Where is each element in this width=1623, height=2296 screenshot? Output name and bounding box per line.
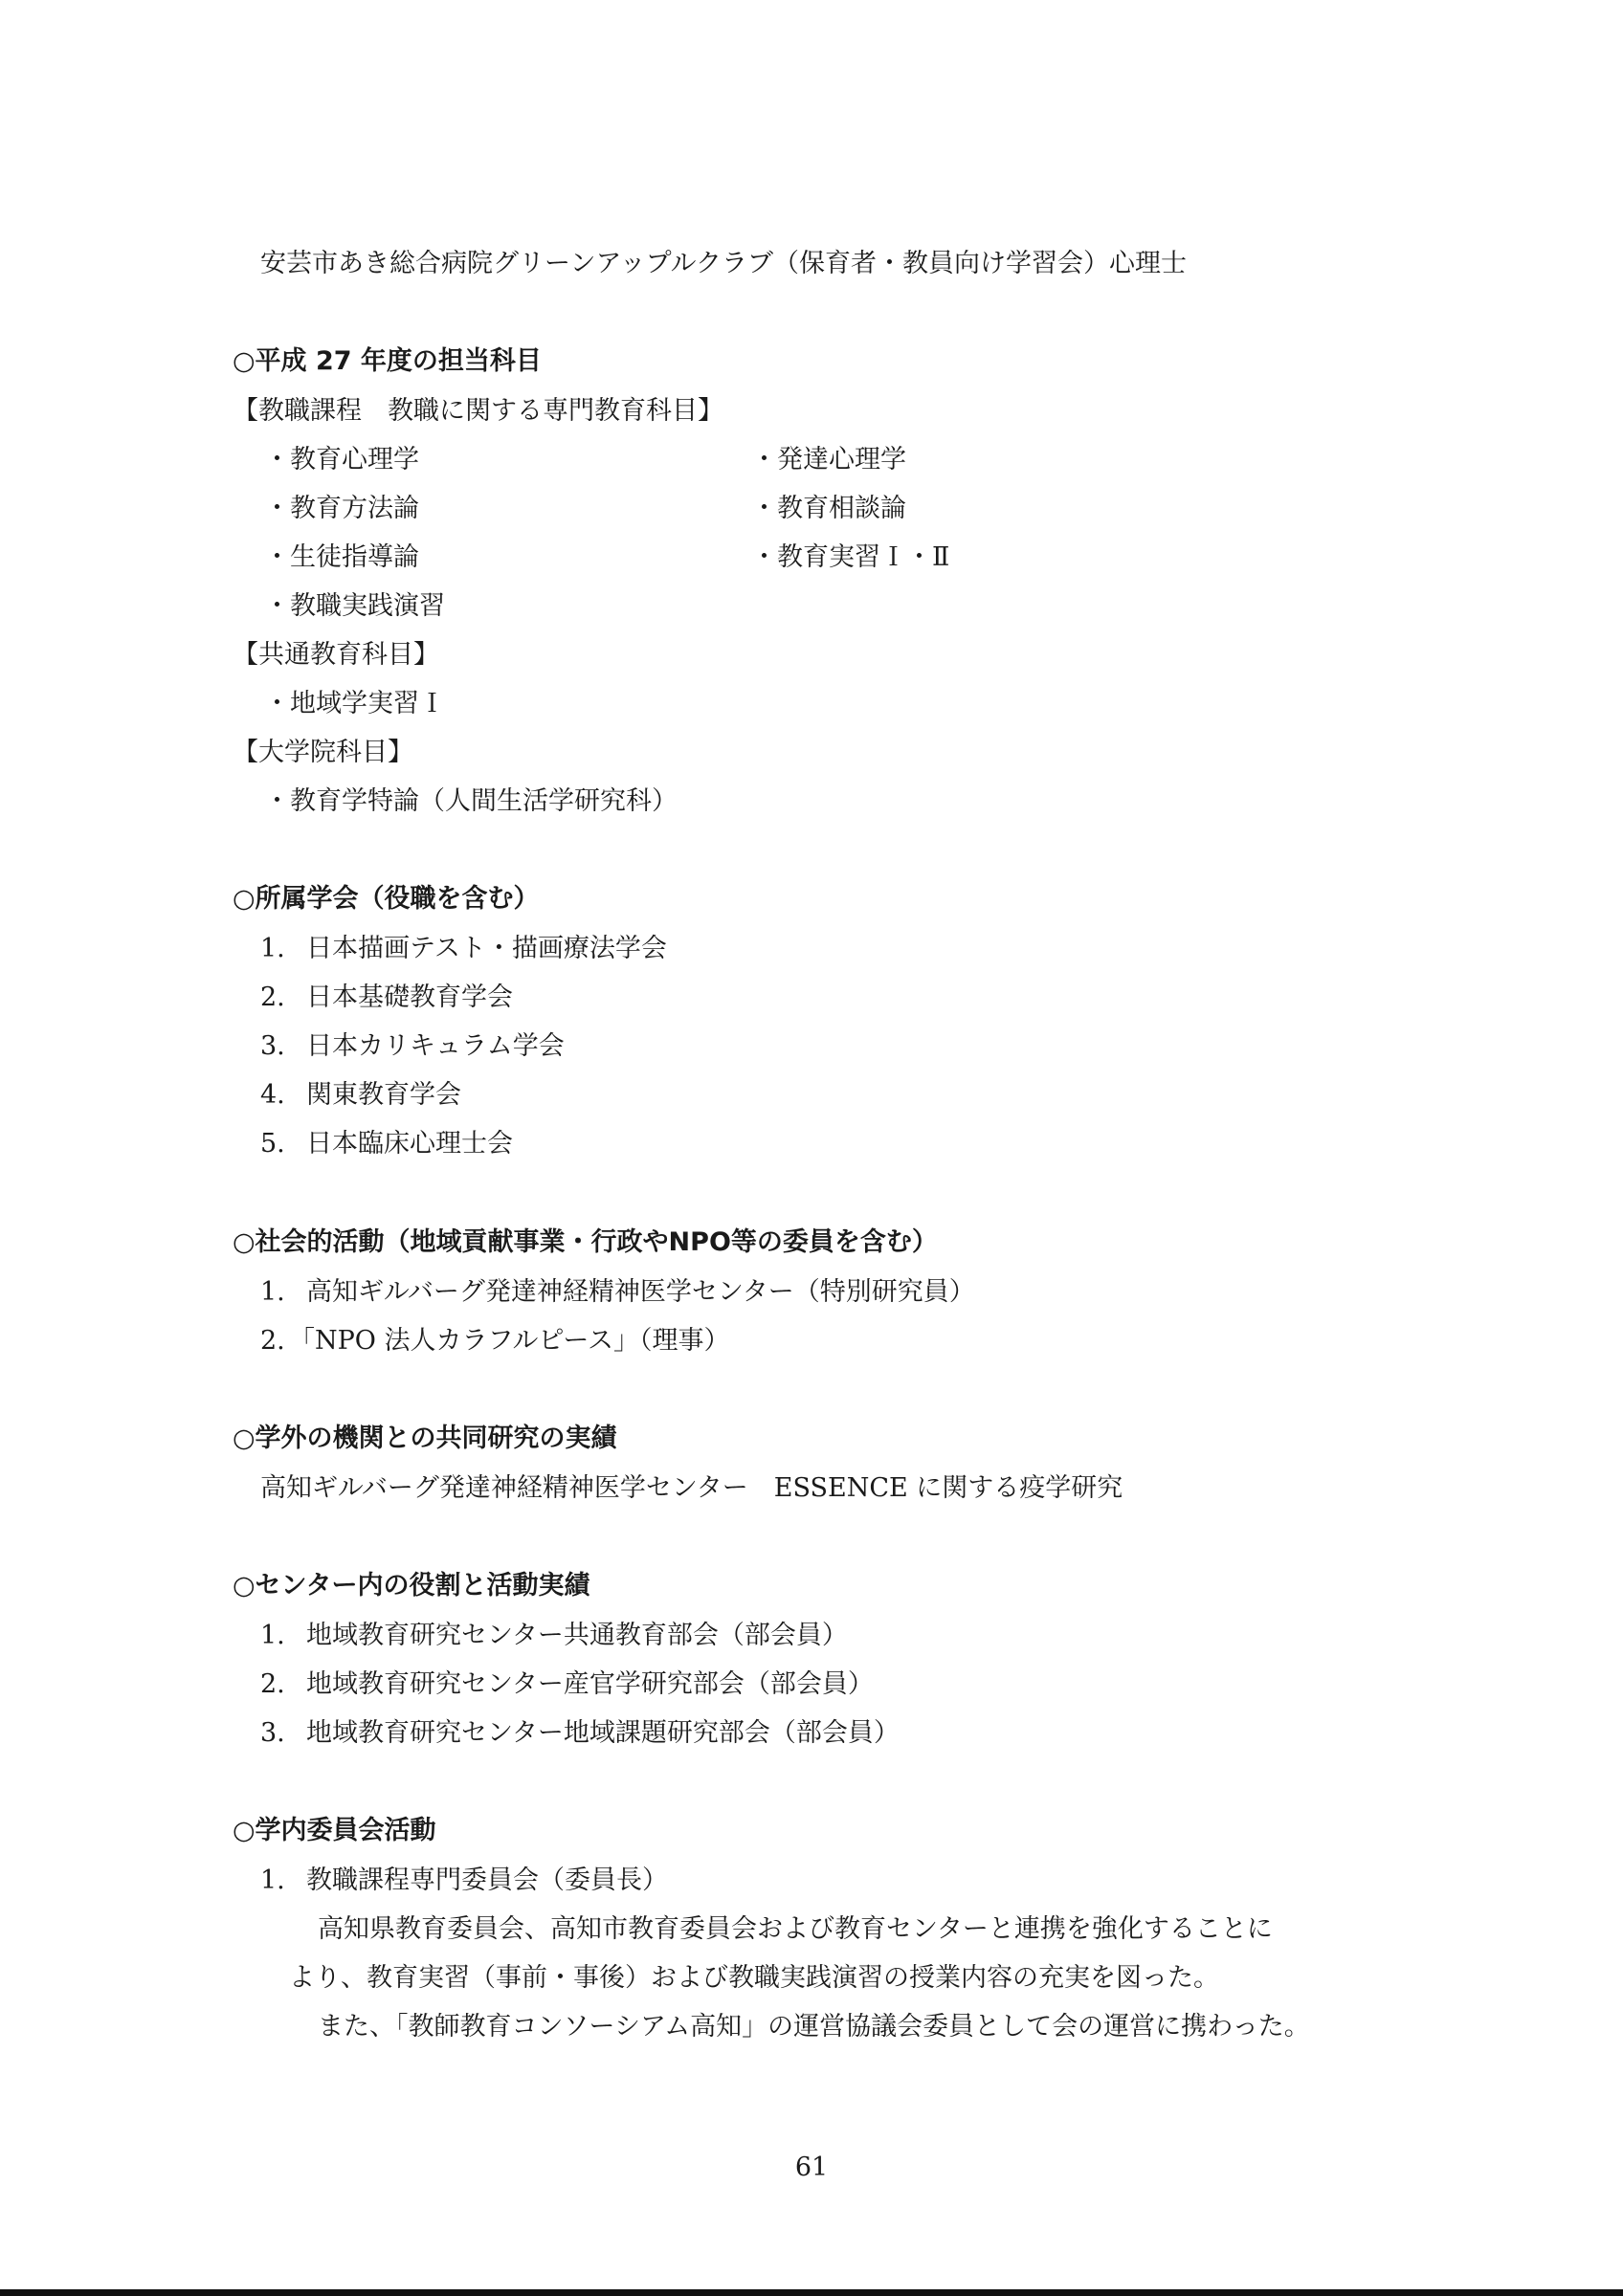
course-item: ・教育学特論（人間生活学研究科）	[264, 786, 678, 816]
list-item-number: 1.	[260, 1621, 285, 1650]
course-item: ・生徒指導論	[264, 542, 419, 572]
list-item: 教職課程専門委員会（委員長）	[306, 1866, 668, 1895]
list-item: 地域教育研究センター地域課題研究部会（部会員）	[306, 1718, 900, 1748]
committee-paragraph-line: また、「教師教育コンソーシアム高知」の運営協議会委員として会の運営に携わった。	[318, 2012, 1310, 2042]
list-item: 関東教育学会	[306, 1080, 461, 1110]
subsection-label-teacher-training: 【教職課程 教職に関する専門教育科目】	[233, 396, 723, 426]
joint-research-text: 高知ギルバーグ発達神経精神医学センター ESSENCE に関する疫学研究	[260, 1473, 1123, 1503]
section-title-societies: ○所属学会（役職を含む）	[233, 884, 540, 914]
course-item: ・教育相談論	[751, 494, 906, 523]
bottom-border	[0, 2289, 1623, 2296]
course-item: ・教育心理学	[264, 445, 419, 475]
list-item: 日本描画テスト・描画療法学会	[306, 934, 667, 963]
page-number: 61	[794, 2152, 829, 2182]
committee-paragraph-line: より、教育実習（事前・事後）および教職実践演習の授業内容の充実を図った。	[289, 1963, 1219, 1993]
list-item: 日本基礎教育学会	[306, 982, 513, 1012]
subsection-label-common: 【共通教育科目】	[233, 640, 439, 670]
course-item: ・教育実習Ｉ・Ⅱ	[751, 542, 950, 572]
list-item-number: 5.	[260, 1129, 285, 1159]
course-item: ・教職実践演習	[264, 591, 445, 621]
list-item-number: 1.	[260, 1866, 285, 1895]
section-title-committees: ○学内委員会活動	[233, 1816, 436, 1845]
committee-paragraph-line: 高知県教育委員会、高知市教育委員会および教育センターと連携を強化することに	[318, 1914, 1273, 1944]
section-title-courses: ○平成 27 年度の担当科目	[233, 346, 542, 376]
intro-line: 安芸市あき総合病院グリーンアップルクラブ（保育者・教員向け学習会）心理士	[260, 249, 1187, 278]
course-item: ・教育方法論	[264, 494, 419, 523]
section-title-social: ○社会的活動（地域貢献事業・行政やNPO等の委員を含む）	[233, 1227, 938, 1257]
list-item-number: 2.	[260, 1326, 285, 1356]
list-item: 日本臨床心理士会	[306, 1129, 513, 1159]
course-item: ・地域学実習Ｉ	[264, 689, 445, 718]
section-title-joint-research: ○学外の機関との共同研究の実績	[233, 1424, 617, 1453]
list-item: 地域教育研究センター産官学研究部会（部会員）	[306, 1669, 874, 1699]
list-item-number: 1.	[260, 1277, 285, 1307]
section-title-center-roles: ○センター内の役割と活動実績	[233, 1571, 590, 1601]
list-item: 日本カリキュラム学会	[306, 1031, 565, 1061]
list-item-number: 3.	[260, 1718, 285, 1748]
course-item: ・発達心理学	[751, 445, 906, 475]
subsection-label-graduate: 【大学院科目】	[233, 738, 413, 767]
list-item-number: 4.	[260, 1080, 285, 1110]
list-item: 「NPO 法人カラフルピース」（理事）	[289, 1326, 730, 1356]
list-item-number: 2.	[260, 982, 285, 1012]
list-item: 地域教育研究センター共通教育部会（部会員）	[306, 1621, 848, 1650]
list-item-number: 2.	[260, 1669, 285, 1699]
list-item-number: 3.	[260, 1031, 285, 1061]
list-item-number: 1.	[260, 934, 285, 963]
list-item: 高知ギルバーグ発達神経精神医学センター（特別研究員）	[306, 1277, 975, 1307]
